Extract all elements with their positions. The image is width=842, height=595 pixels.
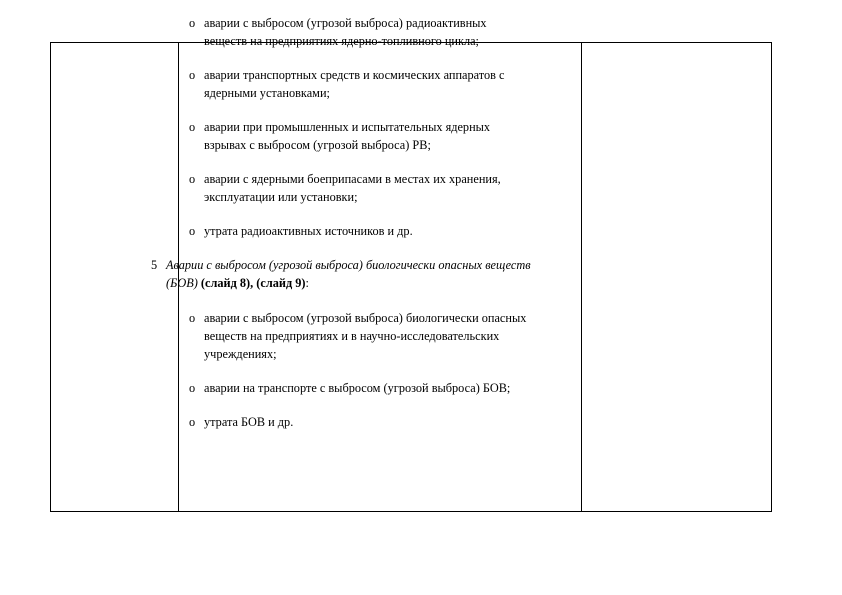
section-title: Аварии с выбросом (угрозой выброса) биологически опасных веществ (БОВ) [166,258,531,290]
list-item: o аварии при промышленных и испытательных ядерных взрывах с выбросом (угрозой выброса) РВ; [189,120,491,152]
bullet-circle-icon: o [189,68,196,82]
list-item: o аварии с ядерными боеприпасами в местах их хранения, эксплуатации или установки; [189,172,501,204]
bullet-circle-icon: o [189,224,196,238]
list-item: o утрата радиоактивных источников и др. [189,224,413,238]
bullet-circle-icon: o [189,381,196,395]
list-item: o утрата БОВ и др. [189,415,294,429]
section-heading: 5 Аварии с выбросом (угрозой выброса) биологически опасных веществ (БОВ) (слайд 8), (слайд 9): [151,258,531,290]
list-item: o аварии с выбросом (угрозой выброса) радиоактивных веществ на предприятиях ядерно-топливного цикла; [189,16,487,48]
bullet-circle-icon: o [189,311,196,325]
section-number: 5 [151,258,158,272]
list-item: o аварии с выбросом (угрозой выброса) биологически опасных веществ на предприятиях и в научно-исследовательских учреждениях; [189,311,527,361]
list-item: o аварии транспортных средств и космических аппаратов с ядерными установками; [189,68,505,100]
table-middle-cell-content [151,14,531,447]
bullet-circle-icon: o [189,415,196,429]
bullet-circle-icon: o [189,172,196,186]
list-item: o аварии на транспорте с выбросом (угрозой выброса) БОВ; [189,381,511,395]
slide-reference: (слайд 8), (слайд 9) [200,276,306,290]
column-divider-right [581,43,582,511]
bullet-circle-icon: o [189,16,196,30]
bullet-circle-icon: o [189,120,196,134]
